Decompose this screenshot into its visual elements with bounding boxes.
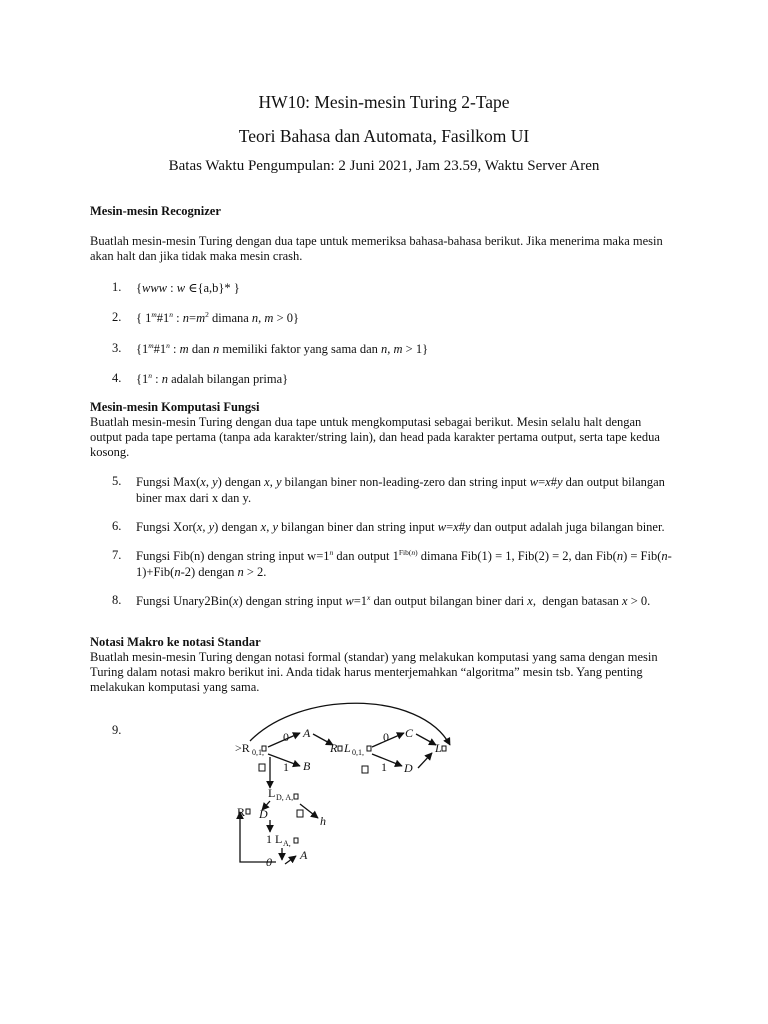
svg-text:D: D — [259, 807, 268, 821]
item-number: 3. — [112, 341, 122, 355]
item-5-text: Fungsi Max(x, y) dengan x, y bilangan biner non-leading-zero dan string input w=x#y dan output bilangan — [136, 475, 665, 489]
svg-text:1: 1 — [381, 760, 387, 774]
svg-text:>R: >R — [235, 741, 250, 755]
section3-intro-line2: Turing dalam notasi makro berikut ini. Anda tidak harus menterjemahkan “algoritma” mesin tsb. Yang penting — [90, 665, 643, 679]
svg-text:0: 0 — [383, 730, 389, 744]
svg-text:0,1,: 0,1, — [352, 748, 364, 757]
item-number: 7. — [112, 548, 122, 562]
item-number: 4. — [112, 371, 122, 385]
svg-text:C: C — [405, 726, 414, 740]
section1-intro-line2: akan halt dan jika tidak maka mesin crash. — [90, 249, 303, 263]
item-5-text-line2: biner max dari x dan y. — [136, 491, 252, 505]
svg-text:L: L — [344, 741, 351, 755]
item-number: 5. — [112, 474, 122, 488]
section3-intro-line3: melakukan komputasi yang sama. — [90, 680, 260, 694]
svg-text:D, A,: D, A, — [276, 793, 294, 802]
item-1-text: {www : w ∈{a,b}* } — [136, 281, 240, 295]
svg-text:B: B — [303, 759, 311, 773]
item-number: 1. — [112, 280, 122, 294]
svg-text:0: 0 — [266, 855, 272, 869]
section-heading-komputasi: Mesin-mesin Komputasi Fungsi — [90, 400, 260, 414]
deadline-text: Batas Waktu Pengumpulan: 2 Juni 2021, Jam 23.59, Waktu Server Aren — [168, 158, 600, 174]
svg-text:1: 1 — [283, 760, 289, 774]
item-8-text: Fungsi Unary2Bin(x) dengan string input $w=1^x$ dan output bilangan biner dari x, dengan batasan x > 0. — [136, 592, 651, 608]
item-3-text: {1$^m$#1$^n$ : m dan n memiliki faktor yang sama dan n, m > 1} — [136, 340, 429, 356]
svg-text:R: R — [330, 741, 338, 755]
section1-intro-line1: Buatlah mesin-mesin Turing dengan dua tape untuk memeriksa bahasa-bahasa berikut. Jika menerima maka mesin — [90, 234, 663, 248]
section-heading-notasi: Notasi Makro ke notasi Standar — [90, 635, 261, 649]
svg-text:0,1,: 0,1, — [252, 748, 264, 757]
svg-text:h: h — [320, 814, 326, 828]
item-7-text-line2: 1)+Fib(n-2) dengan n > 2. — [136, 565, 267, 579]
svg-text:R: R — [237, 805, 246, 819]
item-6-text: Fungsi Xor(x, y) dengan x, y bilangan biner dan string input w=x#y dan output adalah juga bilangan biner. — [136, 520, 665, 534]
page-subtitle: Teori Bahasa dan Automata, Fasilkom UI — [238, 126, 530, 146]
item-2-text: { 1$^m$#1$^n$ : $n=m^2$ dimana n, m > 0} — [136, 309, 300, 325]
svg-text:L: L — [268, 786, 276, 800]
svg-text:A: A — [300, 848, 308, 862]
svg-text:A: A — [303, 726, 311, 740]
section3-intro-line1: Buatlah mesin-mesin Turing dengan notasi formal (standar) yang melakukan komputasi yang sama dengan mesin — [90, 650, 658, 664]
item-7-text: Fungsi Fib(n) dengan string input $w=1^n$ dan output $1^{Fib(n)}$ dimana Fib(1) = 1, Fib(2) = 2, dan Fib(n) = Fib(n- — [136, 547, 672, 563]
item-number: 8. — [112, 593, 122, 607]
svg-text:0: 0 — [283, 730, 289, 744]
svg-text:A,: A, — [283, 839, 291, 848]
section2-intro-line3: kosong. — [90, 445, 130, 459]
svg-text:D: D — [404, 761, 413, 775]
item-number: 6. — [112, 519, 122, 533]
item-4-text: {1$^n$ : n adalah bilangan prima} — [136, 370, 289, 386]
svg-text:L: L — [435, 741, 442, 755]
page-title: HW10: Mesin-mesin Turing 2-Tape — [258, 92, 510, 112]
item-number: 2. — [112, 310, 122, 324]
section-heading-recognizer: Mesin-mesin Recognizer — [90, 204, 221, 218]
svg-text:1 L: 1 L — [266, 832, 283, 846]
item-number: 9. — [112, 723, 122, 737]
section2-intro-line2: output pada tape pertama (tanpa ada karakter/string lain), dan head pada karakter pertama output, serta tape kedua — [90, 430, 660, 444]
section2-intro-line1: Buatlah mesin-mesin Turing dengan dua tape untuk mengkomputasi sebagai berikut. Mesin selalu halt dengan — [90, 415, 642, 429]
